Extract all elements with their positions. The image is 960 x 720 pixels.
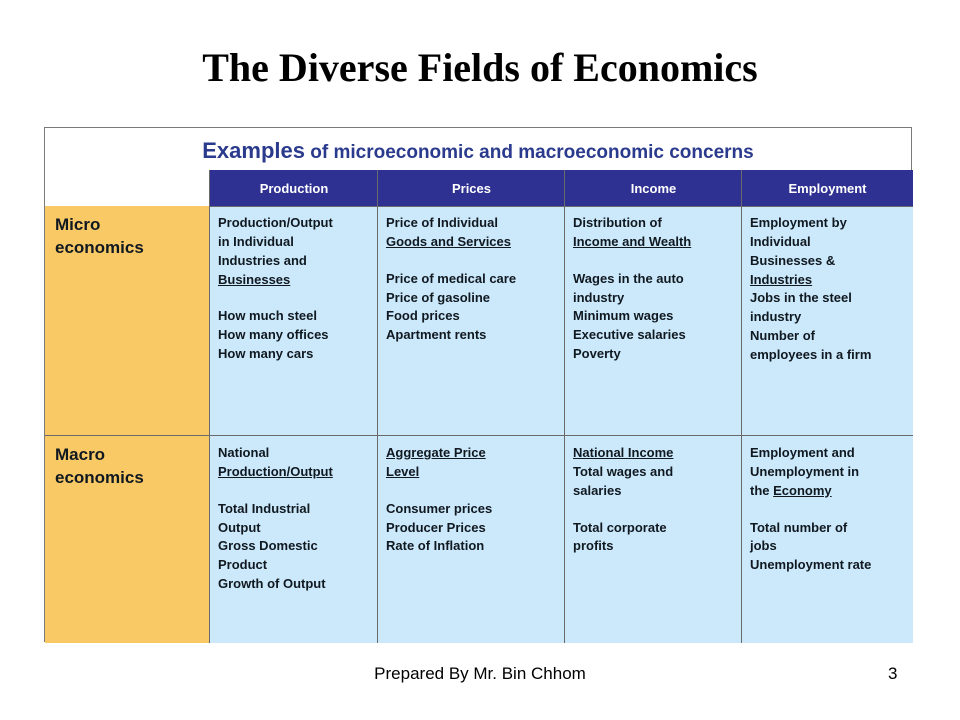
row-label-0 (45, 206, 210, 436)
economics-table (44, 127, 912, 642)
cell-line: Wages in the auto (573, 270, 684, 286)
cell-line (573, 252, 734, 270)
column-divider (377, 170, 378, 643)
cell-line: Total number of (750, 519, 848, 535)
cell-line: salaries (573, 482, 622, 498)
cell-line (750, 482, 905, 501)
cell-line: Aggregate Price (386, 445, 486, 460)
cell-line (386, 252, 557, 270)
row-divider (45, 435, 913, 436)
slide-title: The Diverse Fields of Economics (202, 45, 758, 90)
caption-lead: Examples (202, 138, 305, 163)
cell-line: Executive salaries (573, 327, 686, 343)
cell-line: industry (573, 289, 625, 305)
cell-line-underlined: Economy (773, 482, 832, 498)
cell-line: in Individual (218, 233, 294, 249)
cell-line: Individual (750, 233, 811, 249)
cell-line: Poverty (573, 346, 621, 362)
cell-line: National (218, 445, 270, 460)
cell-line: Businesses & (750, 252, 836, 268)
table-cell (742, 436, 913, 643)
cell-line: Food prices (386, 308, 460, 324)
cell-line: jobs (750, 538, 777, 554)
column-divider (741, 170, 742, 643)
cell-line: Distribution of (573, 215, 662, 230)
cell-line: Number of (750, 328, 815, 344)
cell-line: Production/Output (218, 463, 333, 479)
table-cell (378, 436, 565, 643)
page-number: 3 (888, 664, 898, 683)
cell-line: Businesses (218, 271, 291, 287)
column-divider (564, 170, 565, 643)
row-label-line: economics (55, 467, 144, 487)
cell-line: Level (386, 463, 420, 479)
cell-line: Total Industrial (218, 500, 311, 516)
cell-line (573, 501, 734, 519)
table-cell (742, 206, 913, 436)
cell-line: Total wages and (573, 463, 674, 479)
cell-line: How many offices (218, 327, 329, 343)
cell-line: Unemployment rate (750, 557, 872, 573)
footer-text: Prepared By Mr. Bin Chhom (374, 664, 586, 683)
cell-line (750, 501, 905, 519)
row-label-line: Macro (55, 445, 106, 464)
cell-line: National Income (573, 445, 674, 460)
cell-line: Income and Wealth (573, 233, 692, 249)
table-caption (45, 138, 911, 164)
cell-line: Industries and (218, 252, 307, 268)
column-divider (209, 170, 210, 643)
cell-line: Jobs in the steel (750, 290, 852, 306)
cell-line: Price of Individual (386, 215, 498, 230)
cell-line: Minimum wages (573, 308, 674, 324)
cell-line: How many cars (218, 346, 314, 362)
cell-line: Product (218, 557, 268, 573)
row-label-line: Micro (55, 215, 101, 234)
cell-line: Employment by (750, 215, 847, 230)
cell-line: Producer Prices (386, 519, 486, 535)
cell-line: profits (573, 538, 614, 554)
column-header-production: Production (210, 170, 378, 206)
table-cell (378, 206, 565, 436)
cell-line: Price of gasoline (386, 289, 491, 305)
cell-line: Gross Domestic (218, 538, 318, 554)
table-cell (565, 436, 742, 643)
row-label-1 (45, 436, 210, 643)
cell-line: Total corporate (573, 519, 667, 535)
cell-line: Employment and (750, 445, 855, 460)
column-header-employment: Employment (742, 170, 913, 206)
column-header-prices: Prices (378, 170, 565, 206)
table-cell (210, 206, 378, 436)
row-divider (210, 206, 913, 207)
cell-line: Goods and Services (386, 233, 511, 249)
cell-line: Output (218, 519, 261, 535)
caption-rest: of microeconomic and macroeconomic concerns (304, 142, 754, 163)
cell-line (218, 289, 370, 307)
row-label-line: economics (55, 237, 144, 257)
cell-line: Consumer prices (386, 500, 493, 516)
cell-line: Apartment rents (386, 327, 487, 343)
table-cell (210, 436, 378, 643)
cell-line: Industries (750, 271, 813, 287)
cell-line: Price of medical care (386, 270, 517, 286)
table-cell (565, 206, 742, 436)
cell-line: industry (750, 309, 802, 325)
cell-line (386, 482, 557, 500)
cell-line: Growth of Output (218, 576, 326, 592)
cell-line (218, 482, 370, 500)
cell-line: employees in a firm (750, 346, 872, 362)
cell-line: Production/Output (218, 215, 333, 230)
cell-line: How much steel (218, 308, 317, 324)
column-header-income: Income (565, 170, 742, 206)
cell-line-prefix: the (750, 482, 774, 498)
cell-line: Unemployment in (750, 463, 860, 479)
cell-line: Rate of Inflation (386, 538, 485, 554)
